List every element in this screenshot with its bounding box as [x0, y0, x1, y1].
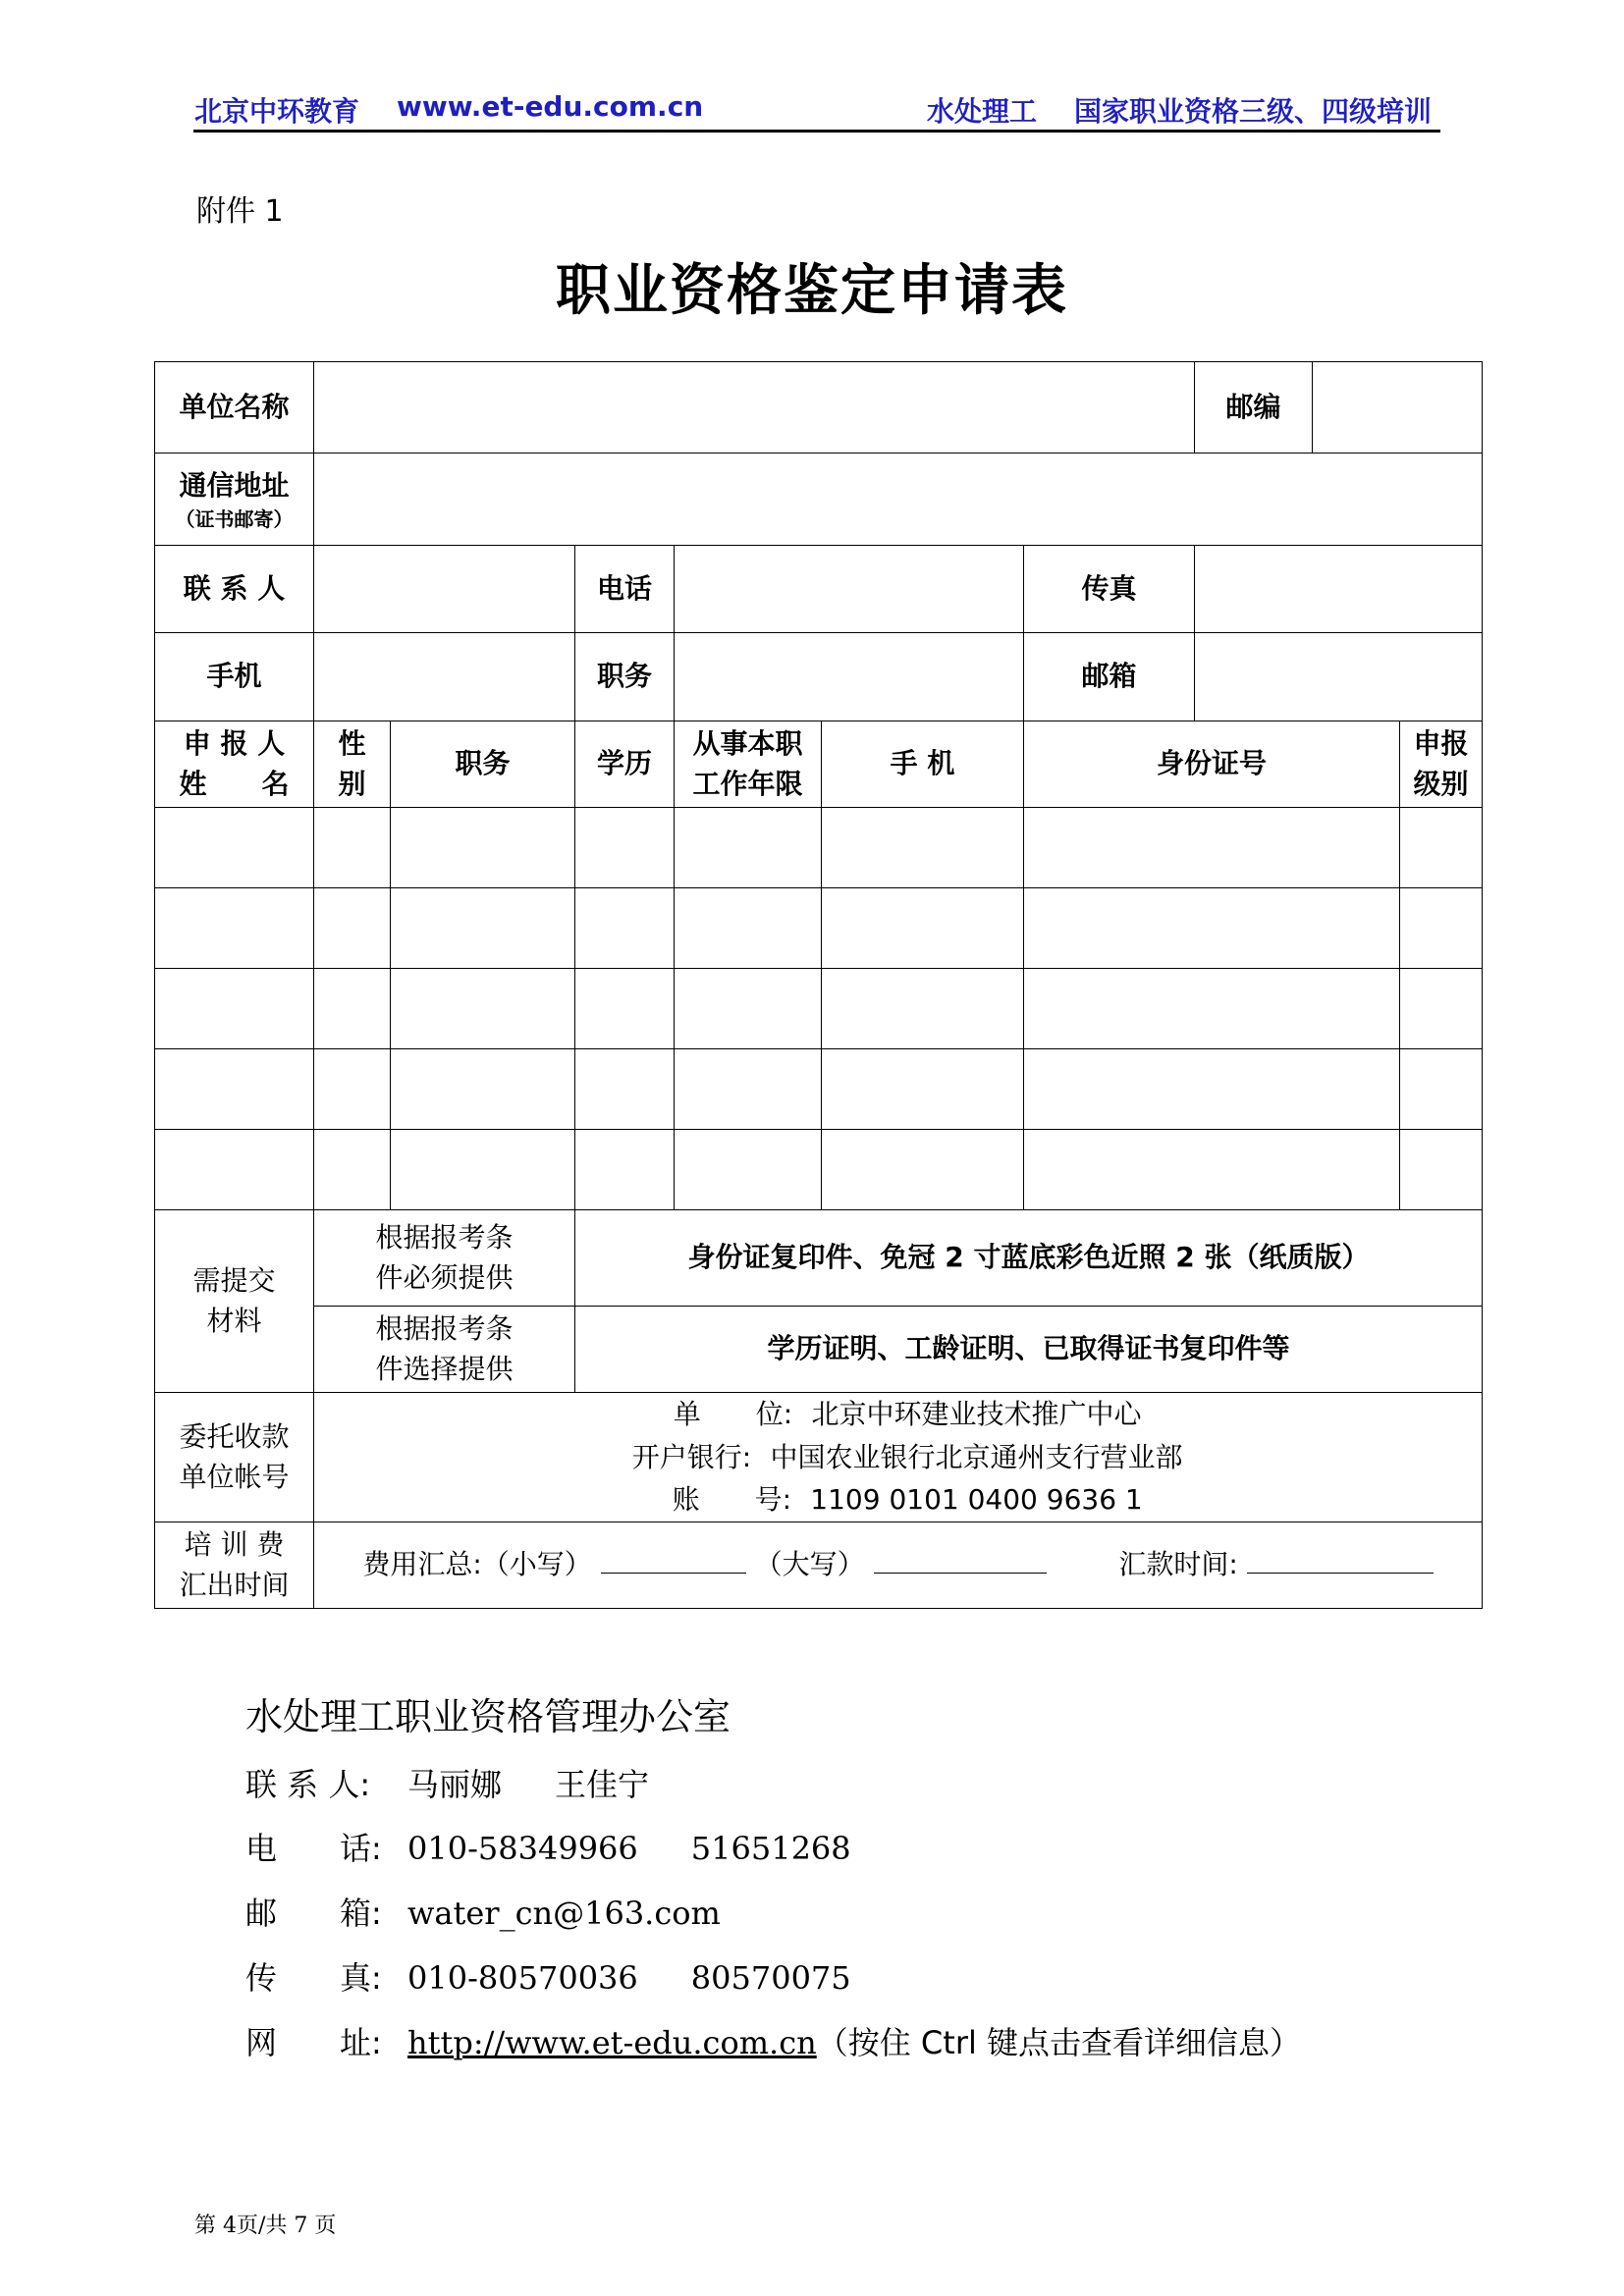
account-bank: 开户银行: 中国农业银行北京通州支行营业部	[631, 1440, 1183, 1473]
col-level: 申报 级别	[1400, 721, 1483, 808]
office-phone: 电 话: 010-58349966 51651268	[245, 1830, 851, 1867]
col-id-number: 身份证号	[1024, 721, 1400, 808]
account-number: 账 号: 1109 0101 0400 9636 1	[672, 1483, 1143, 1517]
applicant-row	[155, 969, 1483, 1049]
office-email: 邮 箱: water_cn@163.com	[245, 1895, 721, 1932]
fee-upper-label: （大写）	[754, 1548, 865, 1581]
col-mobile: 手 机	[822, 721, 1024, 808]
unit-name-field[interactable]	[314, 362, 1195, 454]
page-number: 第 4页/共 7 页	[194, 2214, 337, 2238]
applicant-cell[interactable]	[314, 1130, 391, 1210]
fee-upper-blank[interactable]	[874, 1549, 1047, 1574]
fee-lower-blank[interactable]	[601, 1549, 746, 1574]
col-education: 学历	[575, 721, 675, 808]
col-position: 职务	[391, 721, 575, 808]
applicant-cell[interactable]	[675, 808, 822, 888]
col-applicant-name: 申 报 人 姓 名	[155, 721, 314, 808]
contact-field[interactable]	[314, 546, 575, 633]
applicant-cell[interactable]	[822, 1130, 1024, 1210]
applicant-row	[155, 888, 1483, 969]
applicant-cell[interactable]	[575, 969, 675, 1049]
applicant-cell[interactable]	[1400, 888, 1483, 969]
fax-label: 传真	[1024, 546, 1195, 633]
email-label: 邮箱	[1024, 633, 1195, 721]
applicant-cell[interactable]	[1400, 1049, 1483, 1130]
applicant-cell[interactable]	[575, 808, 675, 888]
applicant-header-row	[155, 721, 1483, 808]
email-field[interactable]	[1195, 633, 1483, 721]
header-course: 水处理工	[927, 95, 1038, 128]
position-label: 职务	[575, 633, 675, 721]
applicant-cell[interactable]	[675, 1130, 822, 1210]
applicant-cell[interactable]	[575, 888, 675, 969]
header-url[interactable]: www.et-edu.com.cn	[397, 90, 704, 123]
website-link[interactable]: http://www.et-edu.com.cn	[407, 2024, 817, 2061]
application-form-table	[154, 361, 1483, 1609]
attachment-label: 附件 1	[196, 194, 284, 229]
materials-label: 需提交 材料	[155, 1210, 314, 1393]
header-rule	[193, 130, 1440, 133]
fee-time-blank[interactable]	[1247, 1549, 1434, 1574]
fee-label: 培 训 费 汇出时间	[155, 1522, 314, 1609]
applicant-cell[interactable]	[155, 1049, 314, 1130]
applicant-cell[interactable]	[391, 1049, 575, 1130]
applicant-row	[155, 1049, 1483, 1130]
applicant-cell[interactable]	[822, 1049, 1024, 1130]
applicant-cell[interactable]	[391, 808, 575, 888]
office-website: 网 址: http://www.et-edu.com.cn（按住 Ctrl 键点击查看详细信息）	[245, 2024, 1302, 2061]
applicant-cell[interactable]	[1024, 969, 1400, 1049]
materials-optional-text: 学历证明、工龄证明、已取得证书复印件等	[575, 1307, 1483, 1393]
fee-total-label: 费用汇总:（小写）	[362, 1548, 592, 1581]
header-org: 北京中环教育	[194, 95, 360, 128]
applicant-row	[155, 808, 1483, 888]
applicant-cell[interactable]	[155, 808, 314, 888]
applicant-cell[interactable]	[314, 969, 391, 1049]
account-label: 委托收款 单位帐号	[155, 1393, 314, 1522]
applicant-cell[interactable]	[1400, 969, 1483, 1049]
applicant-cell[interactable]	[575, 1049, 675, 1130]
applicant-cell[interactable]	[155, 969, 314, 1049]
applicant-cell[interactable]	[1400, 808, 1483, 888]
applicant-cell[interactable]	[675, 888, 822, 969]
applicant-cell[interactable]	[1400, 1130, 1483, 1210]
materials-optional-label: 根据报考条 件选择提供	[314, 1307, 575, 1393]
materials-required-label: 根据报考条 件必须提供	[314, 1210, 575, 1307]
page-title: 职业资格鉴定申请表	[556, 259, 1068, 323]
office-fax: 传 真: 010-80570036 80570075	[245, 1959, 851, 1997]
applicant-cell[interactable]	[314, 1049, 391, 1130]
applicant-cell[interactable]	[575, 1130, 675, 1210]
applicant-cell[interactable]	[391, 969, 575, 1049]
applicant-cell[interactable]	[675, 969, 822, 1049]
phone-field[interactable]	[675, 546, 1024, 633]
postcode-field[interactable]	[1313, 362, 1483, 454]
address-label: 通信地址 （证书邮寄）	[155, 454, 314, 546]
applicant-cell[interactable]	[314, 888, 391, 969]
materials-required-text: 身份证复印件、免冠 2 寸蓝底彩色近照 2 张（纸质版）	[575, 1210, 1483, 1307]
mobile-field[interactable]	[314, 633, 575, 721]
applicant-cell[interactable]	[822, 808, 1024, 888]
phone-label: 电话	[575, 546, 675, 633]
applicant-cell[interactable]	[1024, 808, 1400, 888]
applicant-cell[interactable]	[155, 888, 314, 969]
fax-field[interactable]	[1195, 546, 1483, 633]
account-unit: 单 位: 北京中环建业技术推广中心	[673, 1398, 1142, 1431]
header-program: 国家职业资格三级、四级培训	[1074, 95, 1433, 128]
applicant-cell[interactable]	[314, 808, 391, 888]
fee-time-label: 汇款时间:	[1118, 1548, 1238, 1581]
fee-summary	[314, 1522, 1483, 1609]
mobile-label: 手机	[155, 633, 314, 721]
applicant-cell[interactable]	[391, 888, 575, 969]
account-details	[314, 1393, 1483, 1522]
col-work-years: 从事本职 工作年限	[675, 721, 822, 808]
applicant-cell[interactable]	[822, 888, 1024, 969]
applicant-cell[interactable]	[675, 1049, 822, 1130]
applicant-cell[interactable]	[155, 1130, 314, 1210]
applicant-cell[interactable]	[391, 1130, 575, 1210]
position-field[interactable]	[675, 633, 1024, 721]
unit-name-label: 单位名称	[155, 362, 314, 454]
applicant-row	[155, 1130, 1483, 1210]
postcode-label: 邮编	[1195, 362, 1313, 454]
address-note: （证书邮寄）	[175, 507, 294, 531]
applicant-cell[interactable]	[1024, 888, 1400, 969]
office-contacts: 联 系 人: 马丽娜 王佳宁	[245, 1766, 650, 1803]
applicant-cell[interactable]	[822, 969, 1024, 1049]
applicant-cell[interactable]	[1024, 1049, 1400, 1130]
contact-label: 联 系 人	[155, 546, 314, 633]
col-gender: 性 别	[314, 721, 391, 808]
office-name: 水处理工职业资格管理办公室	[245, 1695, 731, 1738]
address-field[interactable]	[314, 454, 1483, 546]
applicant-cell[interactable]	[1024, 1130, 1400, 1210]
